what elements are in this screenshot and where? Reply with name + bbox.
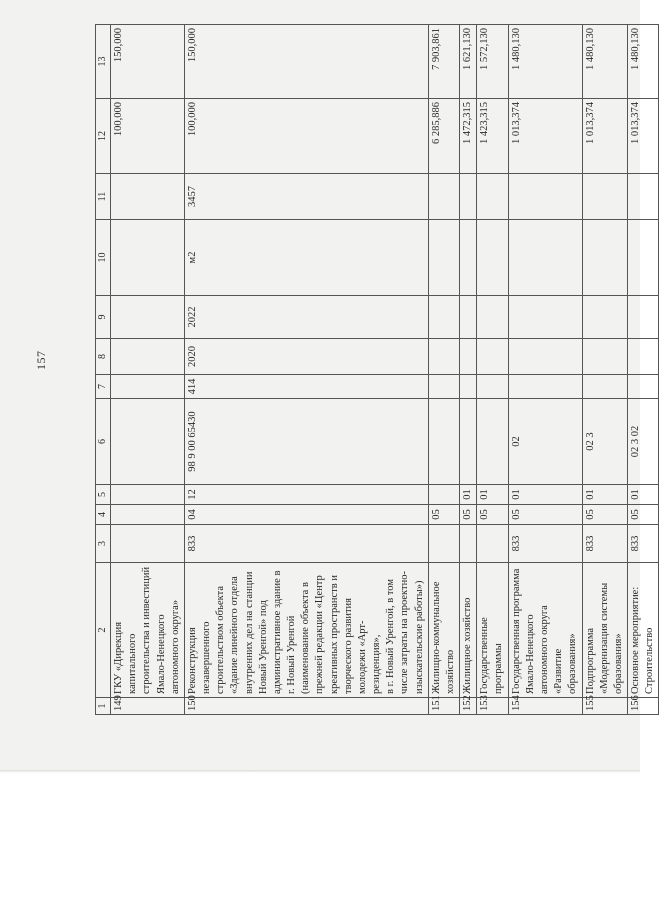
target-article-code-cell — [460, 399, 477, 485]
section-code-cell: 05 — [460, 505, 477, 525]
target-article-code-cell: 02 3 — [582, 399, 628, 485]
end-year-cell — [477, 296, 508, 339]
start-year-cell — [460, 339, 477, 375]
unit-cell — [428, 220, 459, 296]
header-cell: 9 — [96, 296, 111, 339]
ministry-code-cell — [477, 525, 508, 563]
subsection-code-cell: 01 — [582, 485, 628, 505]
header-cell: 7 — [96, 375, 111, 399]
amount-2022-cell: 1 480,130 — [508, 25, 582, 99]
start-year-cell: 2020 — [184, 339, 428, 375]
row-number-cell: 156 — [628, 698, 659, 715]
header-cell: 6 — [96, 399, 111, 485]
unit-cell — [508, 220, 582, 296]
item-name-cell: Жилищное хозяйство — [460, 563, 477, 698]
end-year-cell — [628, 296, 659, 339]
expense-type-code-cell — [628, 375, 659, 399]
capacity-cell — [582, 174, 628, 220]
amount-2022-cell: 7 903,861 — [428, 25, 459, 99]
table-row — [428, 25, 459, 715]
table-row — [477, 25, 508, 715]
start-year-cell — [477, 339, 508, 375]
start-year-cell — [428, 339, 459, 375]
header-cell: 12 — [96, 99, 111, 174]
item-name-cell: ГКУ «Дирекция капитального строительства и инвестиций Ямало-Ненецкого автономного округа» — [111, 563, 185, 698]
end-year-cell — [428, 296, 459, 339]
table-row — [184, 25, 428, 715]
expense-type-code-cell: 414 — [184, 375, 428, 399]
ministry-code-cell: 833 — [184, 525, 428, 563]
subsection-code-cell: 01 — [477, 485, 508, 505]
start-year-cell — [628, 339, 659, 375]
table-row — [111, 25, 185, 715]
row-number-cell: 152 — [460, 698, 477, 715]
row-number-cell: 149 — [111, 698, 185, 715]
unit-cell — [582, 220, 628, 296]
scan-edge — [0, 770, 640, 773]
capacity-cell — [111, 174, 185, 220]
section-code-cell: 05 — [428, 505, 459, 525]
end-year-cell — [508, 296, 582, 339]
target-article-code-cell — [477, 399, 508, 485]
subsection-code-cell: 01 — [508, 485, 582, 505]
row-number-cell: 155 — [582, 698, 628, 715]
header-cell: 11 — [96, 174, 111, 220]
subsection-code-cell — [111, 485, 185, 505]
start-year-cell — [582, 339, 628, 375]
target-article-code-cell — [428, 399, 459, 485]
section-code-cell: 05 — [508, 505, 582, 525]
start-year-cell — [111, 339, 185, 375]
header-cell: 1 — [96, 698, 111, 715]
section-code-cell: 04 — [184, 505, 428, 525]
end-year-cell — [582, 296, 628, 339]
header-cell: 13 — [96, 25, 111, 99]
item-name-cell: Жилищно-коммунальное хозяйство — [428, 563, 459, 698]
header-cell: 5 — [96, 485, 111, 505]
section-code-cell: 05 — [477, 505, 508, 525]
capacity-cell — [428, 174, 459, 220]
target-article-code-cell — [111, 399, 185, 485]
unit-cell — [111, 220, 185, 296]
capacity-cell — [460, 174, 477, 220]
subsection-code-cell: 01 — [628, 485, 659, 505]
amount-2022-cell: 1 621,130 — [460, 25, 477, 99]
ministry-code-cell: 833 — [582, 525, 628, 563]
target-article-code-cell: 98 9 00 65430 — [184, 399, 428, 485]
table-row — [460, 25, 477, 715]
table-row — [582, 25, 628, 715]
end-year-cell: 2022 — [184, 296, 428, 339]
section-code-cell — [111, 505, 185, 525]
amount-2022-cell: 1 480,130 — [628, 25, 659, 99]
amount-2021-cell: 100,000 — [184, 99, 428, 174]
header-cell: 4 — [96, 505, 111, 525]
table-row — [508, 25, 582, 715]
table-header-row — [96, 25, 111, 715]
section-code-cell: 05 — [582, 505, 628, 525]
ministry-code-cell: 833 — [628, 525, 659, 563]
target-article-code-cell: 02 — [508, 399, 582, 485]
capacity-cell — [628, 174, 659, 220]
header-cell: 10 — [96, 220, 111, 296]
amount-2021-cell: 1 423,315 — [477, 99, 508, 174]
end-year-cell — [460, 296, 477, 339]
section-code-cell: 05 — [628, 505, 659, 525]
header-cell: 2 — [96, 563, 111, 698]
amount-2021-cell: 100,000 — [111, 99, 185, 174]
amount-2022-cell: 1 480,130 — [582, 25, 628, 99]
row-number-cell: 153 — [477, 698, 508, 715]
subsection-code-cell: 12 — [184, 485, 428, 505]
page-number: 157 — [34, 350, 48, 370]
row-number-cell: 154 — [508, 698, 582, 715]
unit-cell: м2 — [184, 220, 428, 296]
expense-type-code-cell — [428, 375, 459, 399]
expense-type-code-cell — [508, 375, 582, 399]
item-name-cell: Подпрограмма «Модернизация системы образования» — [582, 563, 628, 698]
expense-type-code-cell — [477, 375, 508, 399]
row-number-cell: 151 — [428, 698, 459, 715]
target-article-code-cell: 02 3 02 — [628, 399, 659, 485]
subsection-code-cell — [428, 485, 459, 505]
ministry-code-cell — [428, 525, 459, 563]
amount-2022-cell: 150,000 — [184, 25, 428, 99]
row-number-cell: 150 — [184, 698, 428, 715]
ministry-code-cell — [460, 525, 477, 563]
table-row — [628, 25, 659, 715]
header-cell: 3 — [96, 525, 111, 563]
expense-type-code-cell — [582, 375, 628, 399]
amount-2022-cell: 150,000 — [111, 25, 185, 99]
rotated-table-container — [95, 25, 656, 715]
item-name-cell: Государственные программы — [477, 563, 508, 698]
amount-2021-cell: 6 285,886 — [428, 99, 459, 174]
unit-cell — [460, 220, 477, 296]
unit-cell — [628, 220, 659, 296]
capacity-cell: 3457 — [184, 174, 428, 220]
capacity-cell — [508, 174, 582, 220]
item-name-cell: Реконструкция незавершенного строительством объекта «Здание линейного отдела внутренних дел на станции Новый Уренгой» под административное здание в г. Новый Уренгой (наименование объекта в прежней редакции «Центр креативных пространств и творческого развития молодежи «Арт-резиденция», в г. Новый Уренгой, в том числе затраты на проектно- изыскательские работы») — [184, 563, 428, 698]
subsection-code-cell: 01 — [460, 485, 477, 505]
ministry-code-cell — [111, 525, 185, 563]
amount-2021-cell: 1 472,315 — [460, 99, 477, 174]
capacity-cell — [477, 174, 508, 220]
amount-2021-cell: 1 013,374 — [508, 99, 582, 174]
header-cell: 8 — [96, 339, 111, 375]
amount-2021-cell: 1 013,374 — [628, 99, 659, 174]
start-year-cell — [508, 339, 582, 375]
expense-type-code-cell — [111, 375, 185, 399]
amount-2021-cell: 1 013,374 — [582, 99, 628, 174]
unit-cell — [477, 220, 508, 296]
end-year-cell — [111, 296, 185, 339]
budget-table — [95, 24, 659, 715]
amount-2022-cell: 1 572,130 — [477, 25, 508, 99]
item-name-cell: Государственная программа Ямало-Ненецкого автономного округа «Развитие образования» — [508, 563, 582, 698]
ministry-code-cell: 833 — [508, 525, 582, 563]
expense-type-code-cell — [460, 375, 477, 399]
item-name-cell: Основное мероприятие: Строительство — [628, 563, 659, 698]
